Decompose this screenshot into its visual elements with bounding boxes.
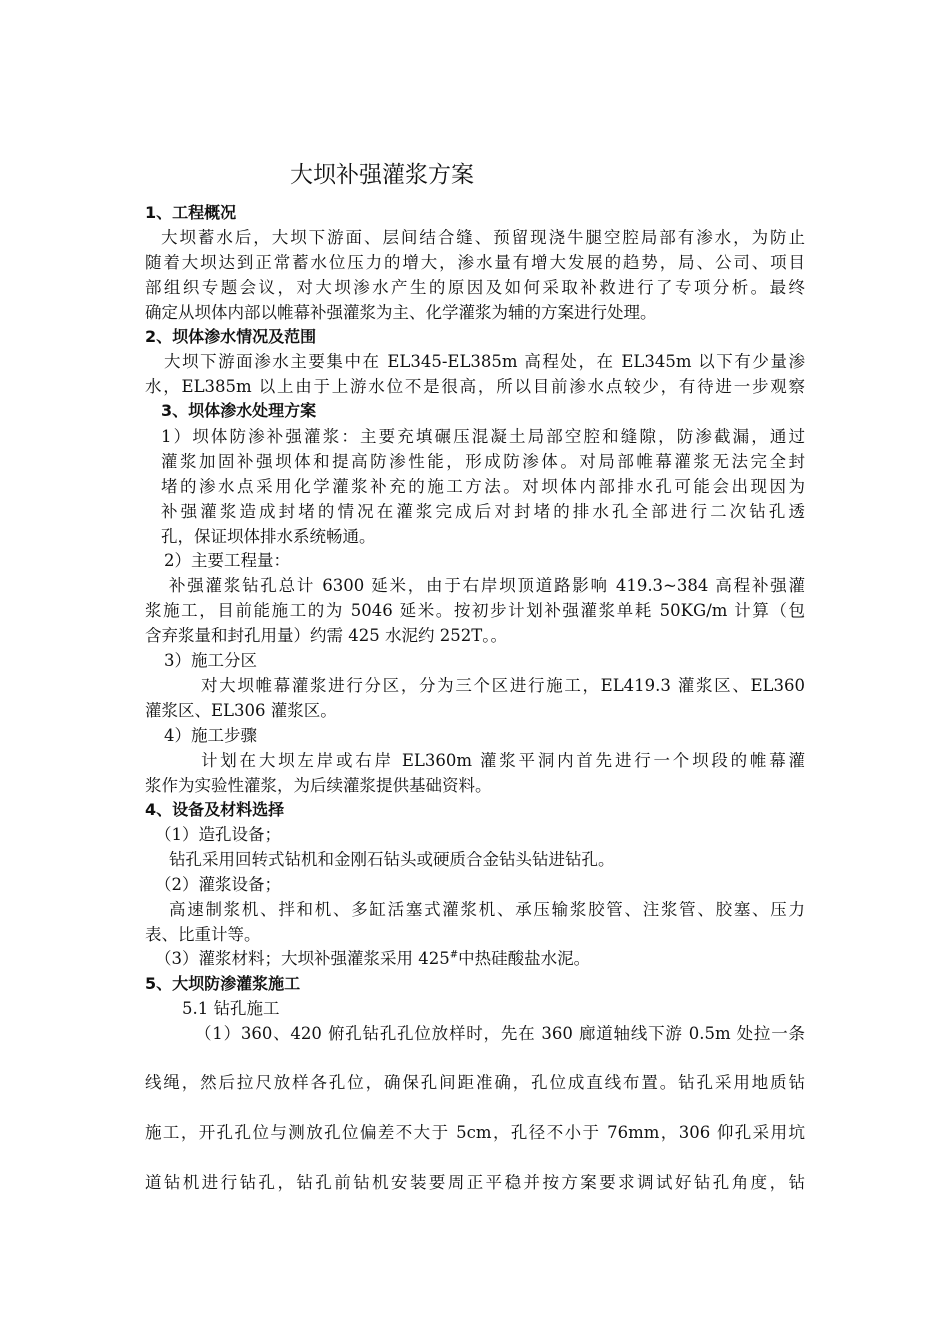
paragraph-line: 堵的渗水点采用化学灌浆补充的施工方法。对坝体内部排水孔可能会出现因为 (161, 477, 805, 496)
paragraph-line: 钻孔采用回转式钻机和金刚石钻头或硬质合金钻头钻进钻孔。 (169, 850, 615, 869)
subheading: （2）灌浆设备； (155, 875, 281, 894)
paragraph-line: 计划在大坝左岸或右岸 EL360m 灌浆平洞内首先进行一个坝段的帷幕灌 (201, 751, 805, 770)
paragraph-line: 高速制浆机、拌和机、多缸活塞式灌浆机、承压输浆胶管、注浆管、胶塞、压力 (169, 900, 805, 919)
subheading: 3）施工分区 (164, 651, 257, 670)
material-text: 中热硅酸盐水泥。 (458, 949, 591, 968)
paragraph-line: 孔，保证坝体排水系统畅通。 (161, 527, 376, 546)
subheading: 4）施工步骤 (164, 726, 257, 745)
paragraph-line: 浆施工，目前能施工的为 5046 延米。按初步计划补强灌浆单耗 50KG/m 计算（包 (145, 601, 805, 620)
paragraph-line: 灌浆加固补强坝体和提高防渗性能，形成防渗体。对局部帷幕灌浆无法完全封 (161, 452, 805, 471)
paragraph-line: （1）360、420 俯孔钻孔孔位放样时，先在 360 廊道轴线下游 0.5m 处拉一条 (195, 1024, 805, 1043)
paragraph-line: 道钻机进行钻孔，钻孔前钻机安装要周正平稳并按方案要求调试好钻孔角度，钻 (145, 1173, 805, 1192)
grade-mark: # (449, 949, 459, 961)
document-title: 大坝补强灌浆方案 (290, 162, 474, 188)
paragraph-line: 1）坝体防渗补强灌浆：主要充填碾压混凝土局部空腔和缝隙，防渗截漏，通过 (161, 427, 805, 446)
section-1-heading: 1、工程概况 (145, 203, 237, 222)
paragraph-line: 线绳，然后拉尺放样各孔位，确保孔间距准确，孔位成直线布置。钻孔采用地质钻 (145, 1073, 805, 1092)
paragraph-line: 部组织专题会议，对大坝渗水产生的原因及如何采取补救进行了专项分析。最终 (145, 278, 805, 297)
subheading: （1）造孔设备； (155, 825, 281, 844)
subheading: 5.1 钻孔施工 (182, 999, 280, 1018)
paragraph-line: 表、比重计等。 (145, 925, 261, 944)
paragraph-line: 补强灌浆造成封堵的情况在灌浆完成后对封堵的排水孔全部进行二次钻孔透 (161, 502, 805, 521)
paragraph-line: 浆作为实验性灌浆，为后续灌浆提供基础资料。 (145, 776, 492, 795)
paragraph-line: 含弃浆量和封孔用量）约需 425 水泥约 252T。。 (145, 626, 507, 645)
paragraph-line: 对大坝帷幕灌浆进行分区，分为三个区进行施工，EL419.3 灌浆区、EL360 (201, 676, 805, 695)
subheading: 2）主要工程量： (164, 551, 290, 570)
paragraph-line: 大坝下游面渗水主要集中在 EL345-EL385m 高程处，在 EL345m 以下有少量渗 (164, 352, 805, 371)
paragraph-line: 确定从坝体内部以帷幕补强灌浆为主、化学灌浆为辅的方案进行处理。 (145, 303, 657, 322)
section-3-heading: 3、坝体渗水处理方案 (161, 401, 317, 420)
paragraph-line: 大坝蓄水后，大坝下游面、层间结合缝、预留现浇牛腿空腔局部有渗水，为防止 (161, 228, 805, 247)
paragraph-line: 施工，开孔孔位与测放孔位偏差不大于 5cm，孔径不小于 76mm，306 仰孔采用坑 (145, 1123, 805, 1142)
paragraph-line: 灌浆区、EL306 灌浆区。 (145, 701, 337, 720)
material-text: （3）灌浆材料；大坝补强灌浆采用 425 (155, 949, 450, 968)
section-5-heading: 5、大坝防渗灌浆施工 (145, 974, 301, 993)
section-2-heading: 2、坝体渗水情况及范围 (145, 327, 317, 346)
section-4-heading: 4、设备及材料选择 (145, 800, 285, 819)
paragraph-line (155, 947, 815, 971)
paragraph-line: 水，EL385m 以上由于上游水位不是很高，所以目前渗水点较少，有待进一步观察 (145, 377, 805, 396)
paragraph-line: 随着大坝达到正常蓄水位压力的增大，渗水量有增大发展的趋势，局、公司、项目 (145, 253, 805, 272)
paragraph-line: 补强灌浆钻孔总计 6300 延米，由于右岸坝顶道路影响 419.3~384 高程补强灌 (169, 576, 805, 595)
